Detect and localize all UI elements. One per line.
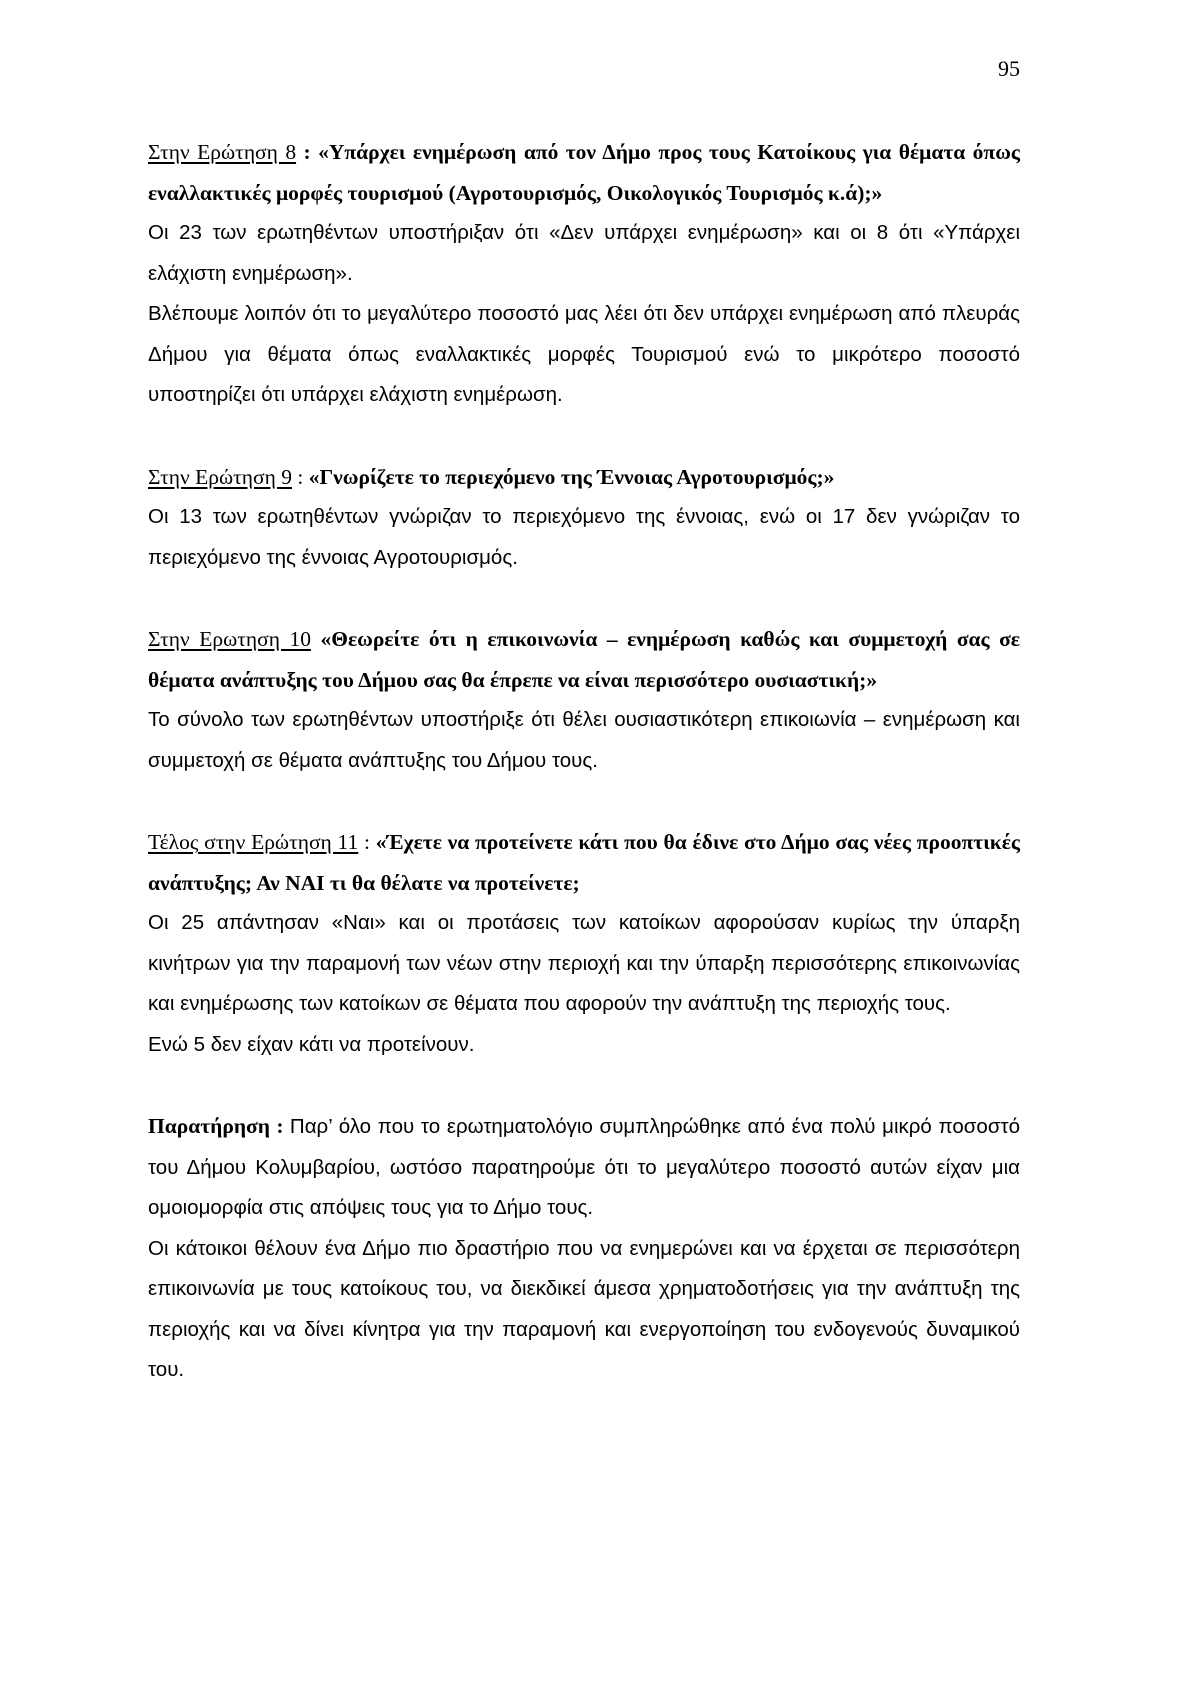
remark-text: Παρ’ όλο που το ερωτηματολόγιο συμπληρώθηκε από ένα πολύ μικρό ποσοστό του Δήμου Κολυμβαρίου, ωστόσο παρατηρούμε ότι το μεγαλύτερο ποσοστό αυτών είχαν μια ομοιομορφία στις απόψεις τους για το Δήμο τους. bbox=[148, 1115, 1020, 1219]
q8-separator: : bbox=[296, 140, 319, 164]
q9-question-paragraph bbox=[148, 457, 1020, 498]
remark-label: Παρατήρηση bbox=[148, 1114, 270, 1138]
q11-separator: : bbox=[358, 830, 376, 854]
q10-answer: Το σύνολο των ερωτηθέντων υποστήριξε ότι θέλει ουσιαστικότερη επικοιωνία – ενημέρωση και συμμετοχή σε θέματα ανάπτυξης του Δήμου τους. bbox=[148, 708, 1020, 772]
q8-question: «Υπάρχει ενημέρωση από τον Δήμο προς τους Κατοίκους για θέματα όπως εναλλακτικές μορφές τουρισμού (Αγροτουρισμός, Οικολογικός Τουρισμός κ.ά);» bbox=[148, 140, 1020, 205]
q8-answer: Οι 23 των ερωτηθέντων υποστήριξαν ότι «Δεν υπάρχει ενημέρωση» και οι 8 ότι «Υπάρχει ελάχιστη ενημέρωση». bbox=[148, 221, 1020, 285]
q10-label: Στην Ερωτηση 10 bbox=[148, 627, 311, 651]
q9-question: «Γνωρίζετε το περιεχόμενο της Έννοιας Αγροτουρισμός;» bbox=[308, 464, 835, 489]
q9-label: Στην Ερώτηση 9 bbox=[148, 464, 292, 489]
q9-answer: Οι 13 των ερωτηθέντων γνώριζαν το περιεχόμενο της έννοιας, ενώ οι 17 δεν γνώριζαν το περιεχόμενο της έννοιας Αγροτουρισμός. bbox=[148, 505, 1020, 569]
spacer bbox=[148, 578, 1020, 619]
q10-question: «Θεωρείτε ότι η επικοινωνία – ενημέρωση καθώς και συμμετοχή σας σε θέματα ανάπτυξης του Δήμου σας θα έπρεπε να είναι περισσότερο ουσιαστική;» bbox=[148, 627, 1020, 692]
q11-question: «Έχετε να προτείνετε κάτι που θα έδινε στο Δήμο σας νέες προοπτικές ανάπτυξης; Αν ΝΑΙ τι θα θέλατε να προτείνετε; bbox=[148, 830, 1020, 895]
q11-question-paragraph bbox=[148, 822, 1020, 903]
remark-paragraph bbox=[148, 1106, 1020, 1229]
remark-conclusion: Οι κάτοικοι θέλουν ένα Δήμο πιο δραστήριο που να ενημερώνει και να έρχεται σε περισσότερη επικοινωνία με τους κατοίκους του, να διεκδικεί άμεσα χρηματοδοτήσεις για την ανάπτυξη της περιοχής και να δίνει κίνητρα για την παραμονή και ενεργοποίηση του ενδογενούς δυναμικού του. bbox=[148, 1236, 1020, 1381]
q11-answer: Οι 25 απάντησαν «Ναι» και οι προτάσεις των κατοίκων αφορούσαν κυρίως την ύπαρξη κινήτρων για την παραμονή των νέων στην περιοχή και την ύπαρξη περισσότερης επικοινωνίας και ενημέρωσης των κατοίκων σε θέματα που αφορούν την ανάπτυξη της περιοχής τους. bbox=[148, 911, 1020, 1015]
q9-separator: : bbox=[291, 464, 309, 489]
document-body bbox=[148, 132, 1020, 1391]
spacer bbox=[148, 1065, 1020, 1106]
remark-separator: : bbox=[269, 1114, 290, 1138]
spacer bbox=[148, 416, 1020, 457]
q8-question-paragraph bbox=[148, 132, 1020, 213]
spacer bbox=[148, 781, 1020, 822]
q11-answer-secondary: Ενώ 5 δεν είχαν κάτι να προτείνουν. bbox=[148, 1032, 475, 1056]
q8-comment: Βλέπουμε λοιπόν ότι το μεγαλύτερο ποσοστό μας λέει ότι δεν υπάρχει ενημέρωση από πλευράς Δήμου για θέματα όπως εναλλακτικές μορφές Τουρισμού ενώ το μικρότερο ποσοστό υποστηρίζει ότι υπάρχει ελάχιστη ενημέρωση. bbox=[148, 302, 1020, 406]
q10-question-paragraph bbox=[148, 619, 1020, 700]
page-number: 95 bbox=[998, 56, 1020, 81]
q8-label: Στην Ερώτηση 8 bbox=[148, 140, 297, 164]
q11-label: Τέλος στην Ερώτηση 11 bbox=[148, 830, 359, 854]
